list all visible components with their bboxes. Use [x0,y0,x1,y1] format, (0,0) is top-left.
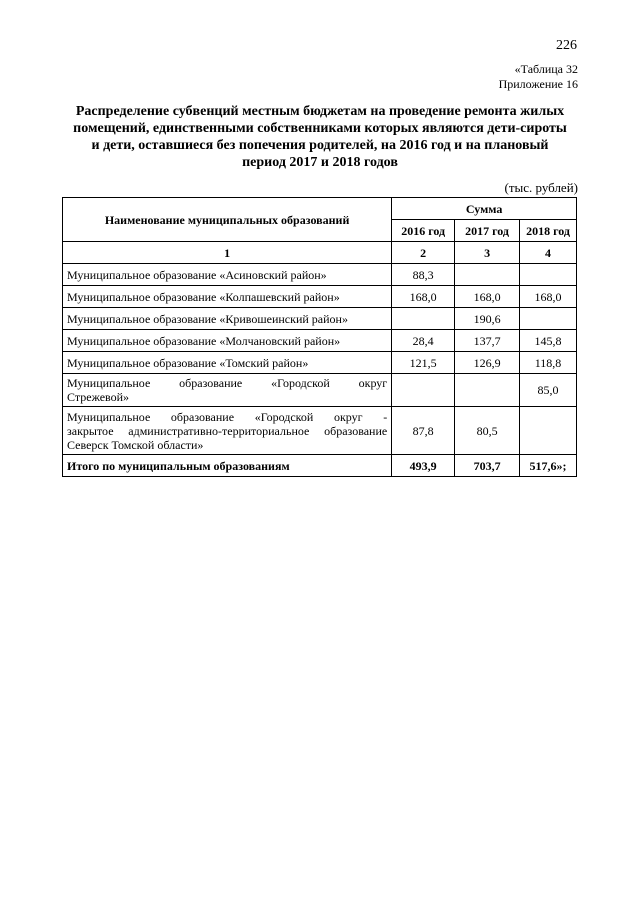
municipality-name [63,374,392,407]
value-2016: 88,3 [392,264,455,286]
column-number: 2 [392,242,455,264]
table-row [63,352,577,374]
value-2018: 168,0 [520,286,577,308]
table-row [63,330,577,352]
total-2017: 703,7 [455,455,520,477]
table-row [63,374,577,407]
municipality-name: Муниципальное образование «Кривошеинский район» [63,308,392,330]
title-line: Распределение субвенций местным бюджетам на проведение ремонта жилых [75,104,565,119]
value-2017: 126,9 [455,352,520,374]
name-line: Стрежевой» [67,390,130,404]
header-year-2017: 2017 год [455,220,520,242]
value-2018: 145,8 [520,330,577,352]
value-2016: 168,0 [392,286,455,308]
document-title [62,103,578,171]
subsidy-table [62,197,577,477]
table-reference [499,62,578,92]
appendix-number: Приложение 16 [498,77,578,91]
value-2018 [520,308,577,330]
total-label: Итого по муниципальным образованиям [63,455,392,477]
name-line: Северск Томской области» [67,437,204,452]
value-2017: 168,0 [455,286,520,308]
table-row [63,264,577,286]
title-line: период 2017 и 2018 годов [242,155,398,170]
municipality-name: Муниципальное образование «Колпашевский район» [63,286,392,308]
table-row [63,286,577,308]
value-2018: 118,8 [520,352,577,374]
value-2017 [455,374,520,407]
table-row [63,407,577,455]
municipality-name: Муниципальное образование «Асиновский район» [63,264,392,286]
name-line: закрытое административно-территориальное образование [67,423,388,438]
total-row [63,455,577,477]
municipality-name: Муниципальное образование «Томский район» [63,352,392,374]
value-2016: 121,5 [392,352,455,374]
table-row [63,308,577,330]
value-2016 [392,308,455,330]
value-2018 [520,407,577,455]
column-number: 3 [455,242,520,264]
total-2018: 517,6»; [520,455,577,477]
value-2017 [455,264,520,286]
name-line: Муниципальное образование «Городской округ [67,376,388,390]
value-2017: 137,7 [455,330,520,352]
municipality-name: Муниципальное образование «Молчановский район» [63,330,392,352]
column-number: 4 [520,242,577,264]
value-2017: 80,5 [455,407,520,455]
title-line: помещений, единственными собственниками которых являются дети-сироты [73,121,567,136]
value-2016: 28,4 [392,330,455,352]
title-line: и дети, оставшиеся без попечения родителей, на 2016 год и на плановый [91,138,549,153]
table-number: «Таблица 32 [514,62,578,76]
value-2018 [520,264,577,286]
units-note: (тыс. рублей) [504,180,578,195]
column-number: 1 [63,242,392,264]
name-line: Муниципальное образование «Городской округ - [67,409,388,424]
value-2017: 190,6 [455,308,520,330]
header-sum: Сумма [392,198,577,220]
total-2016: 493,9 [392,455,455,477]
header-name: Наименование муниципальных образований [63,198,392,242]
municipality-name [63,407,392,455]
header-year-2016: 2016 год [392,220,455,242]
value-2018: 85,0 [520,374,577,407]
value-2016: 87,8 [392,407,455,455]
header-year-2018: 2018 год [520,220,577,242]
value-2016 [392,374,455,407]
page-number: 226 [556,38,577,53]
